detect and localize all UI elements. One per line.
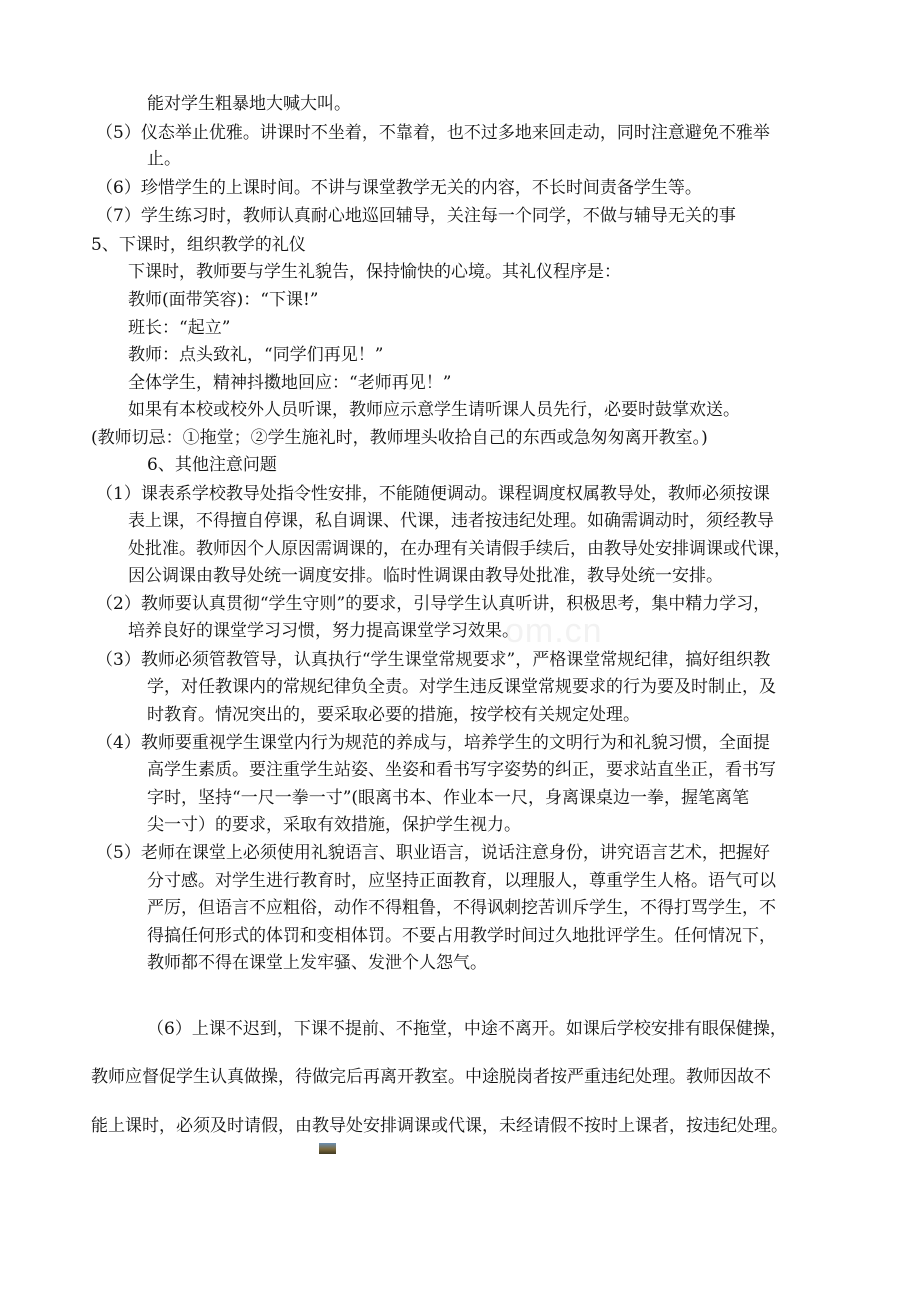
paragraph-line: 下课时，教师要与学生礼貌告，保持愉快的心境。其礼仪程序是： — [128, 262, 621, 282]
paragraph-line: 教师(面带笑容)：“下课!” — [128, 290, 319, 310]
paragraph-line: 全体学生，精神抖擞地回应：“老师再见！” — [128, 373, 452, 393]
paragraph-line: 因公调课由教导处统一调度安排。临时性调课由教导处批准，教导处统一安排。 — [128, 566, 723, 586]
paragraph-line: （5）老师在课堂上必须使用礼貌语言、职业语言，说话注意身份，讲究语言艺术，把握好 — [96, 843, 770, 863]
paragraph-line: 尖一寸）的要求，采取有效措施，保护学生视力。 — [147, 815, 521, 835]
paragraph-line: （7）学生练习时，教师认真耐心地巡回辅导，关注每一个同学，不做与辅导无关的事 — [96, 206, 736, 226]
section-heading: 5、下课时，组织教学的礼仪 — [91, 235, 306, 255]
paragraph-line: （2）教师要认真贯彻“学生守则”的要求，引导学生认真听讲，积极思考，集中精力学习， — [96, 594, 771, 614]
paragraph-line: 处批准。教师因个人原因需调课的，在办理有关请假手续后，由教导处安排调课或代课， — [128, 539, 791, 559]
paragraph-line: 能对学生粗暴地大喊大叫。 — [147, 94, 351, 114]
paragraph-line: 分寸感。对学生进行教育时，应坚持正面教育，以理服人，尊重学生人格。语气可以 — [147, 871, 776, 891]
paragraph-line: 高学生素质。要注重学生站姿、坐姿和看书写字姿势的纠正，要求站直坐正，看书写 — [147, 760, 776, 780]
paragraph-line: 教师应督促学生认真做操，待做完后再离开教室。中途脱岗者按严重违纪处理。教师因故不 — [91, 1067, 771, 1087]
paragraph-line: 能上课时，必须及时请假，由教导处安排调课或代课，未经请假不按时上课者，按违纪处理。 — [91, 1116, 788, 1136]
paragraph-line: （3）教师必须管教管导，认真执行“学生课堂常规要求”，严格课堂常规纪律，搞好组织教 — [96, 650, 771, 670]
paragraph-line: 班长：“起立” — [128, 318, 231, 338]
paragraph-line: 时教育。情况突出的，要采取必要的措施，按学校有关规定处理。 — [147, 705, 640, 725]
paragraph-line: （5）仪态举止优雅。讲课时不坐着，不靠着，也不过多地来回走动，同时注意避免不雅举 — [96, 123, 770, 143]
paragraph-line: 表上课，不得擅自停课，私自调课、代课，违者按违纪处理。如确需调动时，须经教导 — [128, 511, 774, 531]
paragraph-line: (教师切忌：①拖堂；②学生施礼时，教师埋头收拾自己的东西或急匆匆离开教室。) — [91, 428, 708, 448]
paragraph-line: 止。 — [147, 149, 181, 169]
paragraph-line: （4）教师要重视学生课堂内行为规范的养成与，培养学生的文明行为和礼貌习惯，全面提 — [96, 733, 770, 753]
paragraph-line: 严厉，但语言不应粗俗，动作不得粗鲁，不得讽刺挖苦训斥学生，不得打骂学生，不 — [147, 898, 776, 918]
paragraph-line: （1）课表系学校教导处指令性安排，不能随便调动。课程调度权属教导处，教师必须按课 — [96, 484, 770, 504]
paragraph-line: （6）上课不迟到，下课不提前、不拖堂，中途不离开。如课后学校安排有眼保健操， — [147, 1019, 787, 1039]
paragraph-line: 培养良好的课堂学习习惯，努力提高课堂学习效果。 — [128, 621, 519, 641]
watermark: om.cn — [505, 612, 603, 650]
small-image-icon — [319, 1143, 336, 1154]
paragraph-line: 得搞任何形式的体罚和变相体罚。不要占用教学时间过久地批评学生。任何情况下， — [147, 926, 776, 946]
paragraph-line: 如果有本校或校外人员听课，教师应示意学生请听课人员先行，必要时鼓掌欢送。 — [128, 400, 740, 420]
paragraph-line: 学，对任教课内的常规纪律负全责。对学生违反课堂常规要求的行为要及时制止，及 — [147, 677, 776, 697]
paragraph-line: （6）珍惜学生的上课时间。不讲与课堂教学无关的内容，不长时间责备学生等。 — [96, 178, 702, 198]
paragraph-line: 教师：点头致礼，“同学们再见！” — [128, 345, 384, 365]
paragraph-line: 字时，坚持“一尺一拳一寸”(眼离书本、作业本一尺，身离课桌边一拳，握笔离笔 — [147, 788, 750, 808]
paragraph-line: 教师都不得在课堂上发牢骚、发泄个人怨气。 — [147, 953, 487, 973]
section-heading: 6、其他注意问题 — [147, 455, 277, 475]
